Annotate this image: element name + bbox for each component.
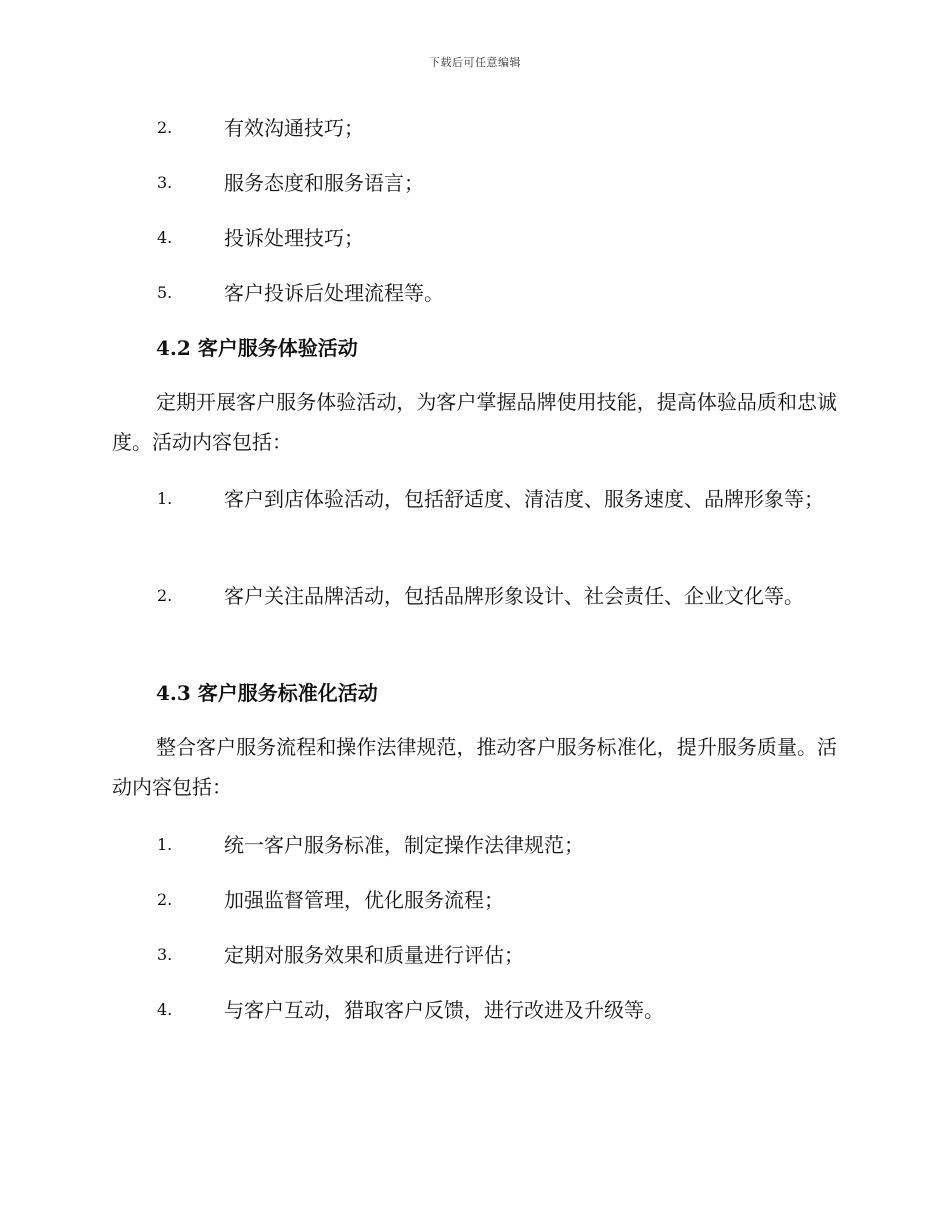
- list-number: 3.: [157, 945, 173, 964]
- list-item: [112, 823, 837, 867]
- list-text: 统一客户服务标准，制定操作法律规范；: [224, 833, 584, 857]
- list-number: 2.: [157, 890, 173, 909]
- list-item: [112, 574, 837, 618]
- list-text: 投诉处理技巧；: [224, 226, 364, 250]
- list-item: [112, 216, 837, 260]
- list-item: [112, 271, 837, 315]
- list-item: [112, 161, 837, 205]
- list-item: [112, 988, 837, 1032]
- section-heading: 4.2 客户服务体验活动: [156, 336, 358, 360]
- list-number: 4.: [157, 1000, 173, 1019]
- list-item: [112, 106, 837, 150]
- list-item: [112, 477, 837, 521]
- list-number: 1.: [157, 489, 173, 508]
- list-number: 3.: [157, 173, 173, 192]
- list-number: 5.: [157, 283, 173, 302]
- section-intro: 整合客户服务流程和操作法律规范，推动客户服务标准化，提升服务质量。活动内容包括：: [112, 735, 837, 799]
- list-text: 服务态度和服务语言；: [224, 171, 424, 195]
- list-text: 客户关注品牌活动，包括品牌形象设计、社会责任、企业文化等。: [224, 584, 804, 608]
- list-text: 与客户互动，猎取客户反馈，进行改进及升级等。: [224, 998, 664, 1022]
- section-intro: 定期开展客户服务体验活动，为客户掌握品牌使用技能，提高体验品质和忠诚度。活动内容包括：: [112, 390, 837, 454]
- list-number: 1.: [157, 835, 173, 854]
- list-text: 定期对服务效果和质量进行评估；: [224, 943, 524, 967]
- list-text: 加强监督管理，优化服务流程；: [224, 888, 504, 912]
- list-text: 有效沟通技巧；: [224, 116, 364, 140]
- list-number: 4.: [157, 228, 173, 247]
- list-item: [112, 878, 837, 922]
- section-heading: 4.3 客户服务标准化活动: [156, 681, 378, 705]
- list-text: 客户到店体验活动，包括舒适度、清洁度、服务速度、品牌形象等；: [224, 487, 824, 511]
- list-text: 客户投诉后处理流程等。: [224, 281, 444, 305]
- header-note: 下载后可任意编辑: [429, 56, 521, 69]
- list-item: [112, 933, 837, 977]
- list-number: 2.: [157, 118, 173, 137]
- list-number: 2.: [157, 586, 173, 605]
